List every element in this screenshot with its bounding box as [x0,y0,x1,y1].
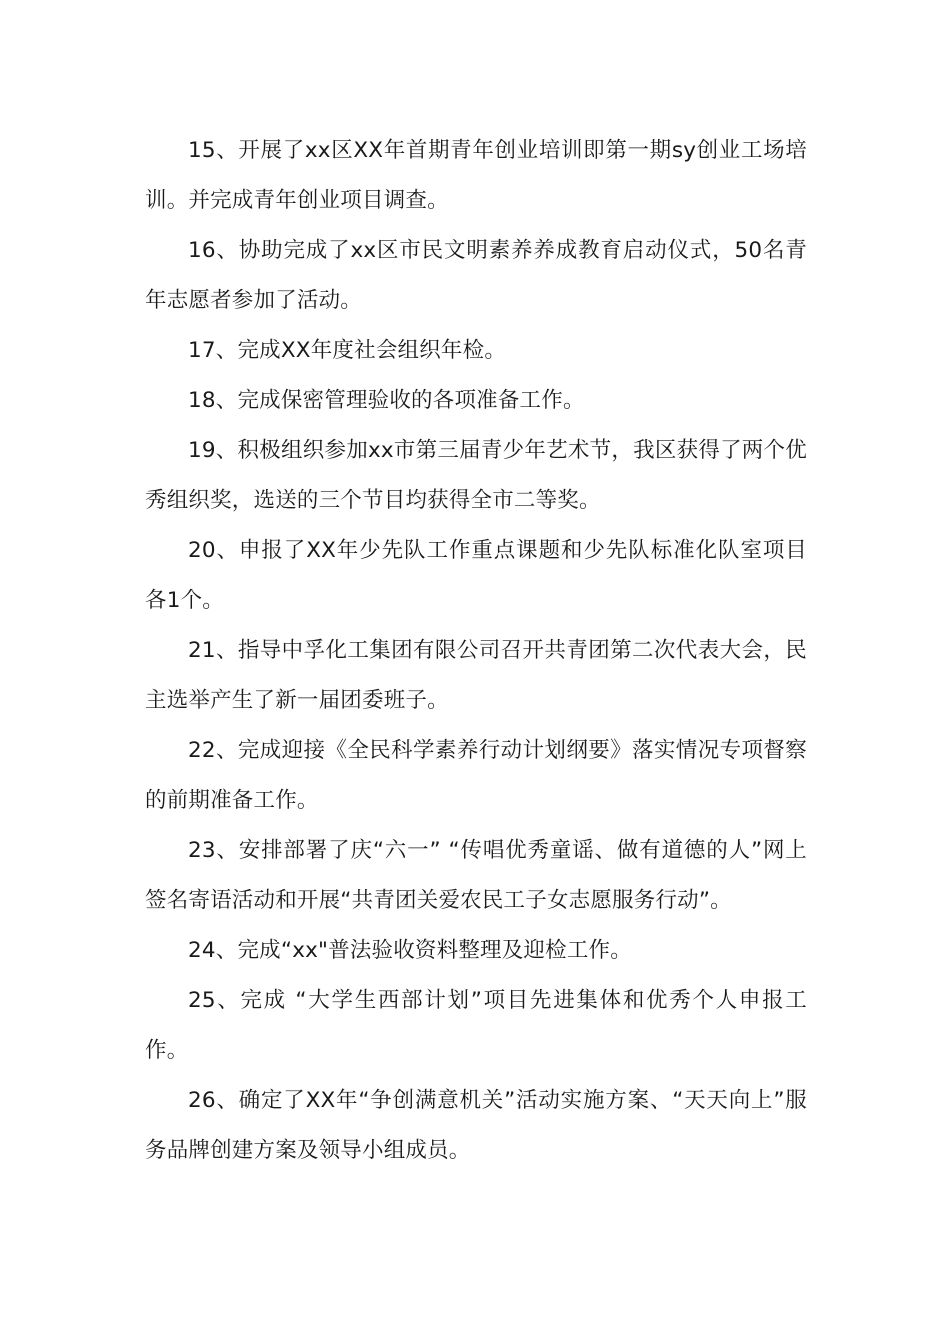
paragraph-item-19: 19、积极组织参加xx市第三届青少年艺术节，我区获得了两个优秀组织奖，选送的三个节目均获得全市二等奖。 [145,438,807,513]
document-body [145,126,807,1176]
paragraph-item-24: 24、完成“xx"普法验收资料整理及迎检工作。 [188,938,632,963]
paragraph-item-23: 23、安排部署了庆“六一” “传唱优秀童谣、做有道德的人”网上签名寄语活动和开展“共青团关爱农民工子女志愿服务行动”。 [145,838,807,913]
paragraph-item-16: 16、协助完成了xx区市民文明素养养成教育启动仪式，50名青年志愿者参加了活动。 [145,238,807,313]
paragraph-item-18: 18、完成保密管理验收的各项准备工作。 [188,388,585,413]
paragraph-item-25: 25、完成 “大学生西部计划”项目先进集体和优秀个人申报工作。 [145,988,807,1063]
paragraph-item-17: 17、完成XX年度社会组织年检。 [188,338,507,363]
paragraph-item-26: 26、确定了XX年“争创满意机关”活动实施方案、“天天向上”服务品牌创建方案及领导小组成员。 [145,1088,807,1163]
paragraph-item-22: 22、完成迎接《全民科学素养行动计划纲要》落实情况专项督察的前期准备工作。 [145,738,807,813]
paragraph-item-21: 21、指导中孚化工集团有限公司召开共青团第二次代表大会，民主选举产生了新一届团委班子。 [145,638,807,713]
paragraph-item-15: 15、开展了xx区XX年首期青年创业培训即第一期sy创业工场培训。并完成青年创业项目调查。 [145,138,807,213]
paragraph-item-20: 20、申报了XX年少先队工作重点课题和少先队标准化队室项目各1个。 [145,538,807,613]
